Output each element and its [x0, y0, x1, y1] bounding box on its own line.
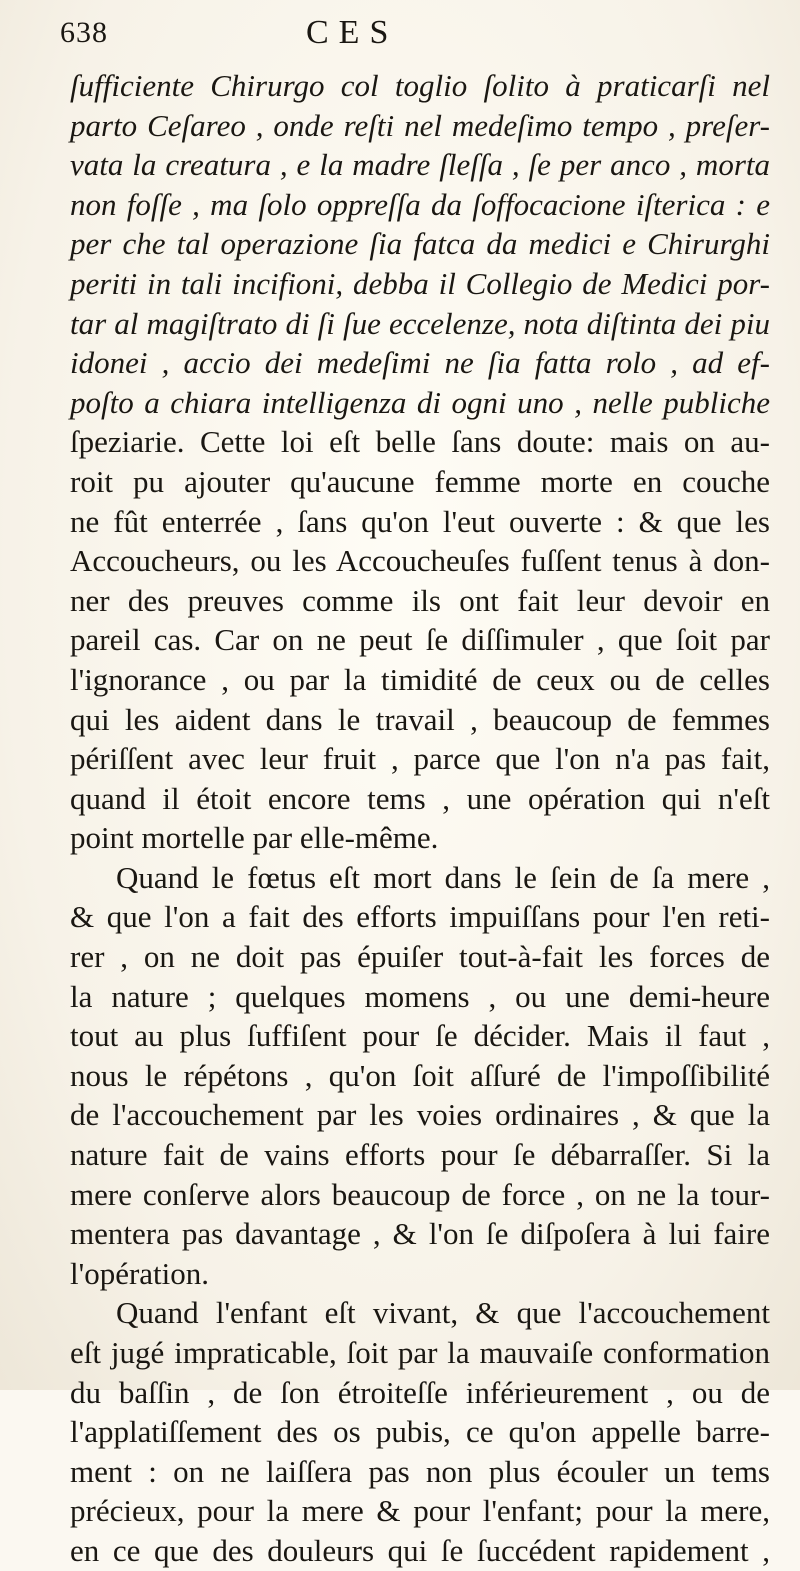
text-line: & que l'on a fait des efforts impuiſſans pour l'en reti-: [70, 899, 770, 935]
text-line: ner des preuves comme ils ont fait leur devoir en: [70, 582, 770, 618]
text-line: l'ignorance , ou par la timidité de ceux ou de celles: [70, 661, 770, 697]
page-number: 638: [60, 16, 108, 49]
text-line: roit pu ajouter qu'aucune femme morte en couche: [70, 463, 770, 499]
text-line: périſſent avec leur fruit , parce que l'on n'a pas fait,: [70, 741, 770, 777]
paragraph-start-line: Quand l'enfant eſt vivant, & que l'accouchement: [116, 1295, 770, 1331]
text-line: poſto a chiara intelligenza di ogni uno , nelle publiche: [70, 384, 770, 420]
text-line: point mortelle par elle-même.: [70, 820, 439, 856]
text-line: l'applatiſſement des os pubis, ce qu'on appelle barre-: [70, 1414, 770, 1450]
text-line: précieux, pour la mere & pour l'enfant; pour la mere,: [70, 1493, 770, 1529]
text-line: tout au plus ſuffiſent pour ſe décider. Mais il faut ,: [70, 1018, 770, 1054]
text-line: nous le répétons , qu'on ſoit aſſuré de l'impoſſibilité: [70, 1057, 770, 1093]
text-line: idonei , accio dei medeſimi ne ſia fatta rolo , ad ef-: [70, 345, 770, 381]
text-line: vata la creatura , e la madre ſleſſa , ſe per anco , morta: [70, 147, 770, 183]
text-line: per che tal operazione ſia fatca da medici e Chirurghi: [70, 226, 770, 262]
text-line: rer , on ne doit pas épuiſer tout-à-fait les forces de: [70, 939, 770, 975]
text-line: ſufficiente Chirurgo col toglio ſolito à praticarſi nel: [70, 68, 770, 103]
text-line: la nature ; quelques momens , ou une demi-heure: [70, 978, 770, 1014]
text-line: en ce que des douleurs qui ſe ſuccédent rapidement ,: [70, 1532, 770, 1568]
text-line: pareil cas. Car on ne peut ſe diſſimuler , que ſoit par: [70, 622, 770, 658]
text-line: de l'accouchement par les voies ordinaires , & que la: [70, 1097, 770, 1133]
text-line: non foſſe , ma ſolo oppreſſa da ſoffocacione iſterica : e: [70, 186, 770, 222]
text-line: ſpeziarie. Cette loi eſt belle ſans doute: mais on au-: [70, 424, 770, 460]
page-header: [0, 6, 800, 58]
text-line: nature fait de vains efforts pour ſe débarraſſer. Si la: [70, 1137, 770, 1173]
text-line: ne fût enterrée , ſans qu'on l'eut ouverte : & que les: [70, 503, 770, 539]
text-line: du baſſin , de ſon étroiteſſe inférieurement , ou de: [70, 1374, 770, 1410]
text-line: quand il étoit encore tems , une opération qui n'eſt: [70, 780, 770, 816]
text-line: mentera pas davantage , & l'on ſe diſpoſera à lui faire: [70, 1216, 770, 1252]
text-line: parto Ceſareo , onde reſti nel medeſimo tempo , preſer-: [70, 107, 770, 143]
running-head: CES: [306, 14, 399, 51]
text-line: periti in tali incifioni, debba il Collegio de Medici por-: [70, 265, 770, 301]
text-line: mere conſerve alors beaucoup de force , on ne la tour-: [70, 1176, 770, 1212]
text-line: Accoucheurs, ou les Accoucheuſes fuſſent tenus à don-: [70, 543, 770, 579]
body-text: [70, 66, 770, 1571]
text-line: ment : on ne laiſſera pas non plus écouler un tems: [70, 1453, 770, 1489]
text-line: tar al magiſtrato di ſi ſue eccelenze, nota diſtinta dei piu: [70, 305, 770, 341]
text-line: l'opération.: [70, 1255, 210, 1291]
text-line: qui les aident dans le travail , beaucoup de femmes: [70, 701, 770, 737]
paragraph-start-line: Quand le fœtus eſt mort dans le ſein de ſa mere ,: [116, 859, 770, 895]
text-line: eſt jugé impraticable, ſoit par la mauvaiſe conformation: [70, 1335, 770, 1370]
